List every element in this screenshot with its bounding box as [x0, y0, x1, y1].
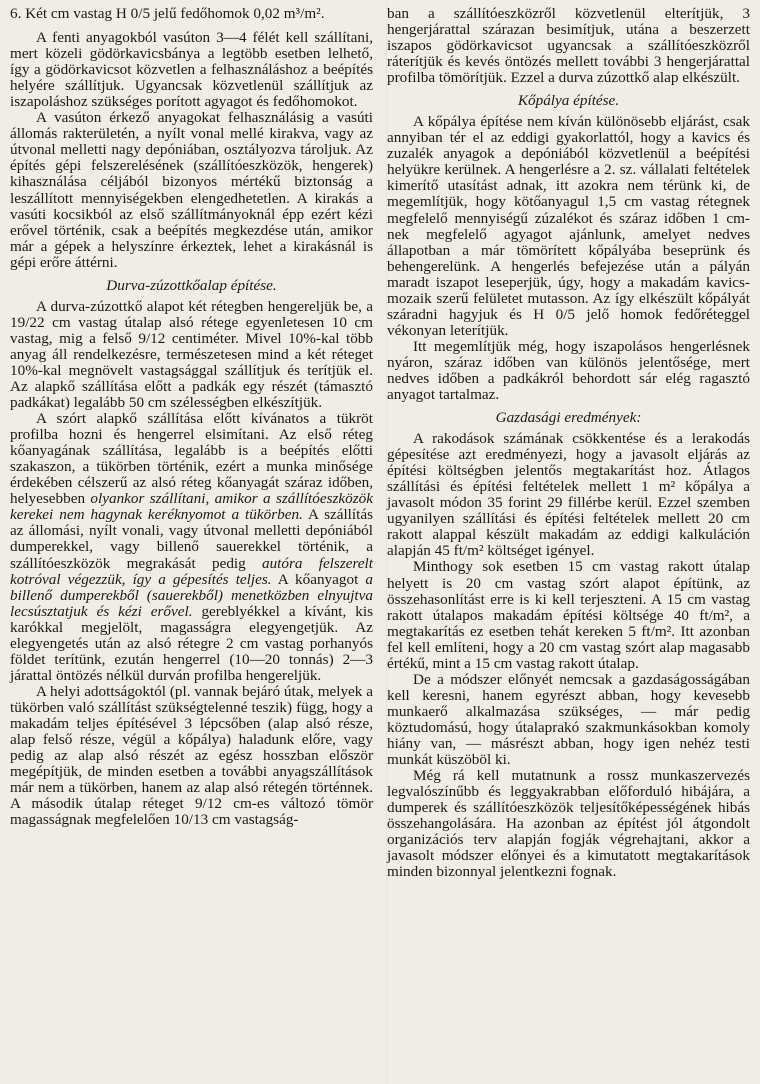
comparison-paragraph: Minthogy sok esetben 15 cm vastag rakott útalap helyett is 20 cm vastag szórt alapot építünk, az összehasonlítást erre is ki kell terjeszteni. A 15 cm vastag rakott útalapos makadám építési költsége 40 ft/m², a megtakarítás ez esetben tehát kereken 5 ft/m². Itt azonban fel kell említeni, hogy a 20 cm vastag szórt alap magasabb értékű, mint a 15 cm vastag rakott útalap. — [387, 558, 750, 672]
continuation-paragraph: ban a szállítóeszközről közvetlenül elterítjük, 3 hengerjárattal szárazan besimítjuk, utána a beszerzett iszapos gödörkavicsot ugyancsak a szállítóeszközről ráterítjük és kevés öntözés mellett további 3 hengerjárattal profilba tömörítjük. Ezzel a durva zúzottkő alap elkészült. — [387, 5, 750, 87]
column-seam — [386, 0, 387, 1084]
organization-paragraph: Még rá kell mutatnunk a rossz munkaszervezés legvalószínűbb és leggyakrabban előforduló hibájára, a dumperek és szállítóeszközök teljesítőképességének hibás összehangolására. Ha azonban az építést jól átgondolt organizációs terv alapján fogják végrehajtani, akkor a javasolt módszer előnyei és a kimutatott megtakarítások minden bizonnyal jelentkezni fognak. — [387, 767, 750, 881]
spread-base-paragraph: A szórt alapkő szállítása előtt kívánatos a tükröt profilba hozni és hengerrel elsimítani. Az első réteg kőanyagának szállítása, legalább is a beépítés előtti szakaszon, a tükörben történik, ezért a munka minősége érdekében célszerű az alsó réteg kőanyagát száraz időben, helyesebben olyankor szállítani, amikor a szállítóeszközök kerekei nem hagynak keréknyomot a tükörben. A szállítás az állomási, nyílt vonali, vagy útvonal melletti depóniából dumperekkel, vagy billenő sauerekkel történik, a szállítóeszközök megrakását pedig autóra felszerelt kotróval végezzük, így a gépesítés teljes. A kőanyagot a billenő dumperekből (sauerekből) menetközben elnyujtva lecsúsztatjuk és kézi erővel. gereblyékkel a kívánt, kis karókkal megjelölt, magasságra elegyengetjük. Az elegyengetés után az alsó rétegre 2 cm vastag porhanyós földet terítünk, ezután hengerrel (10—20 tonnás) 2—3 járattal öntözés nélkül durván profilba hengereljük. — [10, 410, 373, 684]
wet-rolling-paragraph: Itt megemlítjük még, hogy iszapolásos hengerlésnek nyáron, száraz időben van különös jelentősége, mert nedves időben a padkákról behordott sár elég ragasztó anyagot tartalmaz. — [387, 337, 750, 404]
local-conditions-paragraph: A helyi adottságoktól (pl. vannak bejáró útak, melyek a tükörben való szállítást szükségtelenné teszik) függ, hogy a makadám teljes építésével 3 lépcsőben (alap alsó része, alap felső része, végül a kőpálya) haladunk előre, vagy pedig az alap alsó részét az egész hosszban először megépítjük, de minden esetben a további anyagszállítások már nem a tükörben, hanem az alap alsó rétegén történnek. A második útalap réteget 9/12 cm-es változó tömör magasságnak megfelelően 10/13 cm vastagság- — [10, 682, 373, 829]
cost-paragraph: A rakodások számának csökkentése és a lerakodás gépesítése azt eredményezi, hogy a javasolt eljárás az építési költségben jelentős megtakarítást hoz. Átlagos szállítási és építési feltételek mellett 1 m² kőpálya a javasolt módon 35 forint 29 fillérbe kerül. Ezzel szemben ugyanilyen szállítási és építési feltételek mellett 20 cm rakott alappal készült makadám az eddigi kalkuláción alapján 45 ft/m² költséget igényel. — [387, 430, 750, 560]
section-heading-economics: Gazdasági eredmények: — [495, 409, 642, 427]
item-6-paragraph: 6. Két cm vastag H 0/5 jelű fedőhomok 0,02 m³/m². — [10, 5, 325, 22]
section-heading-base: Durva-zúzottkőalap építése. — [106, 276, 277, 294]
section-heading-pavement: Kőpálya építése. — [517, 92, 620, 110]
storage-paragraph: A vasúton érkező anyagokat felhasználásig a vasúti állomás rakterületén, a nyílt vonal mellé kirakva, vagy az útvonal melletti nagy depóniában, osztályozva tároljuk. Az építés gépi felszerelésének (szállítóeszközök, hengerek) kihasználása céljából bizonyos mértékű biztonság a leszállított mennyiségekben elengedhetetlen. A kirakás a vasúti kocsikból az első szállítmányoknál épp ezért kézi erővel történik, csak a beépítés megkezdése után, amikor már a gépek a helyszínre érkeztek, lehet a kirakásnál is gépi erőre áttérni. — [10, 109, 373, 271]
transport-paragraph: A fenti anyagokból vasúton 3—4 félét kell szállítani, mert közeli gödörkavicsbánya a legtöbb esetben lelhető, így a gödörkavicsot közvetlen a felhasználáshoz a beépítés helyére szállítjuk. Ugyancsak közvetlenül szállítjuk az iszapoláshoz szükséges porított agyagot és fedőhomokot. — [10, 29, 373, 111]
left-column — [10, 6, 373, 1084]
pavement-paragraph: A kőpálya építése nem kíván különösebb eljárást, csak annyiban tér el az eddigi gyakorlattól, hogy a kavics és zuzalék anyagok a depóniából közvetlenül a beépítési helyükre kerülnek. A hengerlésre a 2. sz. vállalati feltételek kimerítő utasítást adnak, itt azokra nem térünk ki, de megemlítjük, hogy kötőanyagul 1,5 cm vastag rétegnek megfelelő mennyiségű zúzalékot és száraz időben 1 cm-nek megfelelő agyagot ajánlunk, amelyet nedves állapotban a már tömörített kőpályába beseprünk és behengerelünk. A hengerlés befejezése után a pályán maradt iszapot leseperjük, úgy, hogy a makadám kavics-mozaik szerű felületet mutasson. Az így elkészült kőpályát száradni hagyjuk és H 0/5 jelő homok fedőréteggel vékonyan leterítjük. — [387, 113, 750, 339]
advantages-paragraph: De a módszer előnyét nemcsak a gazdaságosságában kell keresni, hanem egyrészt abban, hogy kevesebb munkaerő alkalmazása szükséges, — már pedig köztudomású, hogy útalaprakó szakmunkásokban komoly hiány van, — másrészt abban, hogy igen nehéz testi munkát küszöböl ki. — [387, 670, 750, 769]
right-column — [387, 6, 750, 1084]
base-layers-paragraph: A durva-zúzottkő alapot két rétegben hengereljük be, a 19/22 cm vastag útalap alsó rétege egyenletesen 10 cm vastag, mig a felső 9/12 centiméter. Mivel 10%-kal több anyag áll rendelkezésre, természetesen mind a két réteget 10%-kal megnövelt vastagsággal szállítjuk és terítjük el. Az alapkő szállítása előtt a padkák egy részét (támasztó padkákat) legalább 50 cm szélességben elkészítjük. — [10, 297, 373, 412]
